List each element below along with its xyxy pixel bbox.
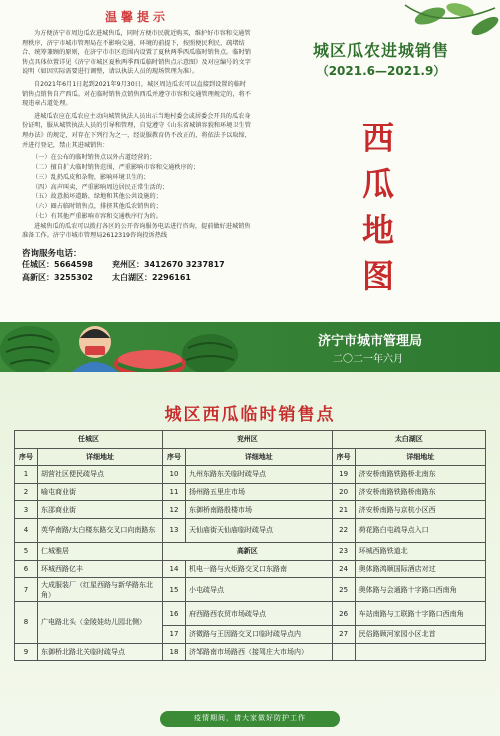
table-cell: 东御桥南路殷楼市场 <box>186 501 333 519</box>
section-title: 城区西瓜临时销售点 <box>164 405 336 425</box>
table-cell: 奥体路鸿顺国际酒店对过 <box>355 560 485 578</box>
table-cell: 大成服装厂（红星西路与新华路东北角） <box>38 578 163 602</box>
table-cell: 22 <box>332 518 355 542</box>
map-title-char: 瓜 <box>361 165 394 203</box>
rule-item: （三）乱扔瓜皮和杂物，影响环境卫生的； <box>32 173 150 181</box>
table-row <box>15 560 486 578</box>
table-cell: 济安桥南路铁路桥南路东 <box>355 483 485 501</box>
table-cell: 天仙庙街天仙庙临时疏导点 <box>186 518 333 542</box>
table-cell: 胡营社区便民疏导点 <box>38 466 163 484</box>
table-cell: 济邹路南市场路西（接驾庄大市场内） <box>186 643 333 661</box>
table-cell: 21 <box>332 501 355 519</box>
contact-item: 任城区：5664598 <box>22 259 93 269</box>
footer-text: 疫情期间，请大家做好防护工作 <box>194 714 306 722</box>
table-row <box>15 483 486 501</box>
map-title-char: 图 <box>361 257 394 295</box>
contact-item: 高新区：3255302 <box>22 272 93 282</box>
district-header: 高新区 <box>163 542 333 560</box>
period: （2021.6—2021.9） <box>316 64 446 78</box>
contact-item: 兖州区：3412670 3237817 <box>112 259 225 269</box>
rule-item: （一）在公布的临时销售点以外占道经营的； <box>32 154 156 162</box>
table-cell: 民俗路顾河家园小区北首 <box>355 626 485 644</box>
column-header: 序号 <box>163 448 186 466</box>
table-cell: 15 <box>163 578 186 602</box>
table-cell: 仁城雅居 <box>38 542 163 560</box>
table-cell: 府西路西农贸市场疏导点 <box>186 602 333 626</box>
table-cell: 27 <box>332 626 355 644</box>
table-cell: 8 <box>15 602 38 644</box>
table-cell <box>355 643 485 661</box>
table-cell: 12 <box>163 501 186 519</box>
table-cell: 25 <box>332 578 355 602</box>
table-cell: 九州东路东关临时疏导点 <box>186 466 333 484</box>
table-row <box>15 602 486 626</box>
map-title <box>348 115 408 299</box>
table-cell: 机电一路与火炬路交叉口东路南 <box>186 560 333 578</box>
column-header: 详细地址 <box>38 448 163 466</box>
table-cell: 环城西路亿丰 <box>38 560 163 578</box>
rules-list <box>22 153 252 222</box>
publish-date: 二〇二一年六月 <box>333 354 403 365</box>
table-cell: 14 <box>163 560 186 578</box>
district-header: 任城区 <box>15 431 163 449</box>
org-name: 济宁市城市管理局 <box>318 334 423 349</box>
table-cell: 26 <box>332 602 355 626</box>
watermelon-illustration-icon <box>0 280 250 372</box>
table-cell: 济安桥南路铁路桥北南东 <box>355 466 485 484</box>
table-cell: 荷花路白屯疏导点入口 <box>355 518 485 542</box>
table-cell: 13 <box>163 518 186 542</box>
column-header: 详细地址 <box>186 448 333 466</box>
map-title-char: 西 <box>361 119 394 157</box>
table-cell: 18 <box>163 643 186 661</box>
table-cell: 济安桥南路与京杭小区西 <box>355 501 485 519</box>
table-cell: 7 <box>15 578 38 602</box>
table-cell: 济微路与王因路交叉口临时疏导点内 <box>186 626 333 644</box>
table-cell: 东邵商业街 <box>38 501 163 519</box>
rule-item: （七）有其他严重影响市容和交通秩序行为的。 <box>32 212 162 220</box>
table-cell: 1 <box>15 466 38 484</box>
table-cell: 23 <box>332 542 355 560</box>
table-cell: 11 <box>163 483 186 501</box>
table-row <box>15 518 486 542</box>
table-row <box>15 578 486 602</box>
table-cell: 17 <box>163 626 186 644</box>
map-title-char: 地 <box>361 211 394 249</box>
contact-title: 咨询服务电话： <box>22 248 82 259</box>
table-cell: 20 <box>332 483 355 501</box>
table-cell: 扬州路五里庄市场 <box>186 483 333 501</box>
table-cell: 英华南路/太白楼东路交叉口向南路东 <box>38 518 163 542</box>
notice-paragraph: 自2021年6月1日起到2021年9月30日，城区周边瓜农可以直接到设置的临时销售点销售自产西瓜。对在临时销售点销售西瓜并遵守市容和交通管理规定的，将不现违章占道处理。 <box>22 80 251 108</box>
rule-item: （五）故意损坏道路、绿地和其他公共设施的； <box>32 193 162 201</box>
notice-paragraph: 进城瓜农应在瓜农应主动向城管执法人员出示当地村委会或居委会开具的瓜农身份证明，服从城管执法人员的引导和管理，自觉遵守《山东省城镇容貌和环境卫生管理办法》的规定，对存在下列行为之一，经说服教育仍不改正的，将依法予以取缔，并进行登记，禁止其进城销售： <box>22 112 251 149</box>
notice-title: 温馨提示 <box>104 10 169 24</box>
table-row <box>15 466 486 484</box>
table-cell <box>332 643 355 661</box>
table-cell: 4 <box>15 518 38 542</box>
table-cell: 3 <box>15 501 38 519</box>
column-header: 序号 <box>15 448 38 466</box>
contact-block <box>22 247 252 283</box>
table-cell: 19 <box>332 466 355 484</box>
table-cell: 6 <box>15 560 38 578</box>
column-header: 序号 <box>332 448 355 466</box>
sales-points-table <box>14 430 486 661</box>
table-cell: 5 <box>15 542 38 560</box>
table-row <box>15 542 486 560</box>
rule-item: （六）圈占临时销售点，排挤其他瓜农销售的； <box>32 203 162 211</box>
table-cell: 24 <box>332 560 355 578</box>
table-row <box>15 501 486 519</box>
header-panel <box>262 0 500 320</box>
page-title: 城区瓜农进城销售 <box>312 41 449 60</box>
table-cell: 车站南路与工联路十字路口西南角 <box>355 602 485 626</box>
table-cell: 16 <box>163 602 186 626</box>
district-header: 太白湖区 <box>332 431 485 449</box>
notice-closing: 进城售瓜的瓜农可以拨打各区的公开咨询服务电话进行咨询，提前做好进城销售准备工作。济宁市城市管理局2612319咨询投诉热线 <box>22 222 251 240</box>
table-cell: 奥体路与会通路十字路口西南角 <box>355 578 485 602</box>
notice-panel <box>22 8 252 283</box>
table-cell: 东御桥北路北关临时疏导点 <box>38 643 163 661</box>
rule-item: （二）擅自扩大临时销售范围，严重影响市容和交通秩序的； <box>32 163 200 171</box>
notice-paragraph: 为方便济宁市周边瓜农进城售瓜，同时方便市民就近购买，维护好市容和交通管理秩序，济宁市城市管理局在不影响交通、环境的前提下，按照便民利民、疏堵结合、统筹兼顾的原则，在济宁市市区范围内设置了夏秋两季西瓜临时销售点。临时销售点具体位置详见《济宁市城区夏秋两季西瓜临时销售点示意图》及对应编号的文字说明（如因实际需要进行调整，请以执法人员的现场管理为准）。 <box>22 30 251 76</box>
table-cell: 9 <box>15 643 38 661</box>
table-section <box>0 372 500 736</box>
table-cell: 广电路北头（金陵娃幼儿园北侧） <box>38 602 163 644</box>
table-row <box>15 643 486 661</box>
district-header: 兖州区 <box>163 431 333 449</box>
table-cell: 喻屯商业街 <box>38 483 163 501</box>
table-cell: 环城西路铁道北 <box>355 542 485 560</box>
contact-item: 太白湖区：2296161 <box>112 272 191 282</box>
rule-item: （四）高声叫卖，严重影响周边居民正常生活的； <box>32 183 169 191</box>
table-cell: 2 <box>15 483 38 501</box>
table-cell: 小屯疏导点 <box>186 578 333 602</box>
column-header: 详细地址 <box>355 448 485 466</box>
table-cell: 10 <box>163 466 186 484</box>
